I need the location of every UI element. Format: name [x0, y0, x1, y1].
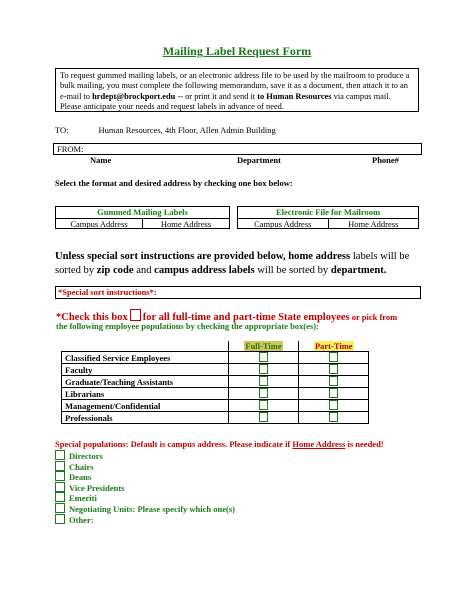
from-label: FROM: — [57, 144, 84, 154]
row-label: Professionals — [62, 412, 229, 424]
part-time-checkbox[interactable] — [329, 352, 338, 362]
sort-text-1: Unless special sort instructions are provided below, home address — [55, 251, 351, 262]
population-checkbox[interactable] — [55, 514, 65, 524]
population-checkbox[interactable] — [55, 461, 65, 471]
table-row — [62, 400, 369, 412]
employee-population-table — [61, 341, 369, 424]
gummed-labels-title: Gummed Mailing Labels — [56, 207, 229, 219]
sort-instructions-text — [55, 250, 425, 278]
intro-text-3: via campus mail. Please anticipate your needs and request labels in advance of need. — [60, 91, 391, 112]
sort-text-4: and — [133, 265, 155, 276]
special-sort-label: *Special sort instructions*: — [58, 287, 157, 297]
hr-email-link[interactable]: hrdept@brockport.edu — [92, 91, 176, 101]
intro-to-hr: to Human Resources — [257, 91, 332, 101]
list-item[interactable] — [55, 471, 235, 482]
population-label: Deans — [69, 472, 92, 483]
table-row — [62, 412, 369, 424]
population-checkbox[interactable] — [55, 482, 65, 492]
row-label: Faculty — [62, 364, 229, 376]
special-pop-text-c: is needed! — [345, 439, 384, 449]
row-label: Librarians — [62, 388, 229, 400]
table-row — [62, 388, 369, 400]
part-time-checkbox[interactable] — [329, 376, 338, 386]
to-value: Human Resources, 4th Floor, Allen Admin Building — [98, 125, 276, 135]
full-time-checkbox[interactable] — [259, 400, 268, 410]
department-column-label: Department — [237, 155, 281, 165]
population-label: Chairs — [69, 461, 94, 472]
list-item[interactable] — [55, 514, 235, 525]
special-populations-list — [55, 450, 235, 524]
check-all-text-c: or pick from — [349, 312, 398, 322]
list-item[interactable] — [55, 482, 235, 493]
full-time-checkbox[interactable] — [259, 376, 268, 386]
full-time-checkbox[interactable] — [259, 412, 268, 422]
intro-box — [55, 68, 419, 112]
population-label: Other: — [69, 514, 94, 525]
special-pop-text-b: Home Address — [292, 439, 346, 449]
sort-text-2: labels will be sorted by — [55, 251, 410, 276]
check-instruction-line: the following employee populations by checking the appropriate box(es): — [56, 321, 319, 331]
electronic-campus-address-option[interactable]: Campus Address — [254, 219, 312, 229]
full-time-header: Full-Time — [245, 341, 282, 351]
row-label: Management/Confidential — [62, 400, 229, 412]
population-checkbox[interactable] — [55, 471, 65, 481]
full-time-checkbox[interactable] — [259, 364, 268, 374]
population-label: Negotiating Units: Please specify which one(s) — [69, 503, 235, 514]
gummed-labels-box — [55, 206, 230, 229]
population-label: Vice Presidents — [69, 482, 125, 493]
list-item[interactable] — [55, 461, 235, 472]
table-row — [62, 364, 369, 376]
population-checkbox[interactable] — [55, 450, 65, 460]
name-column-label: Name — [90, 155, 112, 165]
part-time-checkbox[interactable] — [329, 388, 338, 398]
special-sort-instructions-field[interactable] — [55, 286, 421, 299]
list-item[interactable] — [55, 492, 235, 503]
list-item[interactable] — [55, 503, 235, 514]
intro-text-2: -- or print it and send it — [175, 91, 258, 101]
list-item[interactable] — [55, 450, 235, 461]
sort-text-6: will be sorted by — [254, 265, 331, 276]
check-all-text-b: for all full-time and part-time State employees — [142, 312, 350, 323]
gummed-campus-address-option[interactable]: Campus Address — [70, 219, 128, 229]
row-label: Classified Service Employees — [62, 352, 229, 364]
table-row — [62, 352, 369, 364]
special-populations-heading — [55, 439, 384, 449]
full-time-checkbox[interactable] — [259, 352, 268, 362]
special-pop-text-a: Special populations: Default is campus address. Please indicate if — [55, 439, 293, 449]
phone-column-label: Phone# — [372, 155, 399, 165]
population-checkbox[interactable] — [55, 503, 65, 513]
electronic-file-title: Electronic File for Mailroom — [238, 207, 418, 219]
gummed-home-address-option[interactable]: Home Address — [142, 219, 229, 229]
part-time-checkbox[interactable] — [329, 412, 338, 422]
part-time-checkbox[interactable] — [329, 400, 338, 410]
electronic-home-address-option[interactable]: Home Address — [328, 219, 419, 229]
population-label: Directors — [69, 451, 103, 461]
part-time-header: Part-Time — [314, 341, 353, 351]
from-field[interactable] — [53, 143, 422, 155]
row-label: Graduate/Teaching Assistants — [62, 376, 229, 388]
electronic-file-box — [237, 206, 419, 229]
intro-text-1: To request gummed mailing labels, or an electronic address file to be used by the mailroom to produce a bulk mailing, you must complete the following memorandum, save it as a document, then attach it to an e-mail to — [60, 71, 410, 101]
table-header-row — [62, 341, 369, 352]
sort-text-3: zip code — [96, 265, 134, 276]
to-line — [55, 125, 276, 135]
full-time-checkbox[interactable] — [259, 388, 268, 398]
table-row — [62, 376, 369, 388]
to-label: TO: — [55, 125, 69, 135]
format-instruction: Select the format and desired address by checking one box below: — [55, 178, 293, 188]
sort-text-7: department. — [330, 265, 387, 276]
population-checkbox[interactable] — [55, 492, 65, 502]
page-title: Mailing Label Request Form — [162, 44, 312, 58]
population-label: Emeriti — [69, 493, 97, 504]
check-all-checkbox[interactable] — [130, 309, 141, 321]
part-time-checkbox[interactable] — [329, 364, 338, 374]
sort-text-5: campus address labels — [154, 265, 255, 276]
check-all-text-a: *Check this box — [56, 312, 128, 323]
